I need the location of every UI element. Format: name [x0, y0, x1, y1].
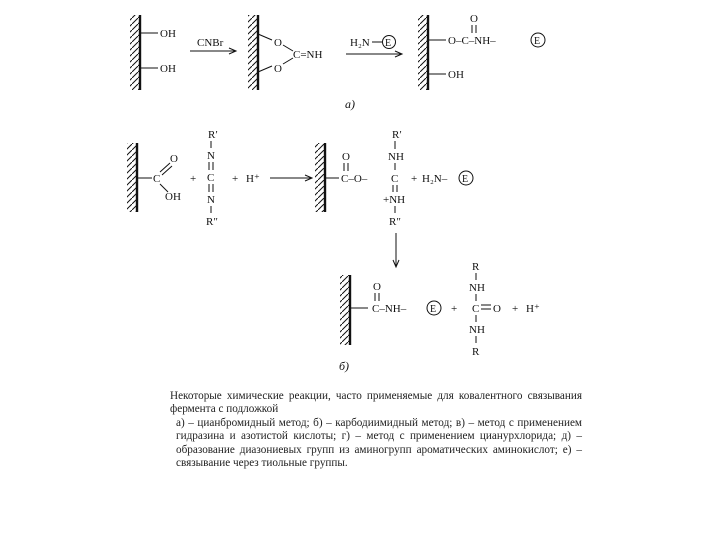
figure-caption: [170, 390, 582, 470]
scheme-b: [127, 129, 540, 373]
carbamate-chain: O–C–NH–: [448, 35, 496, 47]
reagent-amine: H₂N: [350, 37, 370, 49]
carbodiimide-r1: R′: [208, 129, 218, 141]
reaction-arrow: [346, 51, 402, 57]
hydroxyl-remaining: OH: [448, 69, 464, 81]
product-carbonyl-o: O: [373, 281, 381, 293]
carbodiimide-n-top: N: [207, 150, 215, 162]
carboxyl-hydroxyl: OH: [165, 191, 181, 203]
reaction-arrow: [270, 175, 312, 181]
proton: H⁺: [246, 173, 260, 185]
support-surface: [248, 15, 258, 90]
urea-nh-bottom: NH: [469, 324, 485, 336]
support-surface: [340, 275, 350, 345]
caption-title: Некоторые химические реакции, часто применяемые для ковалентного связывания фермента с подложкой: [170, 390, 582, 416]
carboxyl-carbon: C: [153, 173, 161, 185]
urea-r-bottom: R: [472, 346, 480, 358]
intermediate-r2: R″: [389, 216, 401, 228]
plus-sign: +: [232, 173, 239, 185]
support-surface: [315, 143, 325, 212]
imine-group: C=NH: [293, 49, 323, 61]
enzyme-label: E: [385, 38, 392, 49]
ring-oxygen-bottom: O: [274, 63, 282, 75]
plus-sign: +: [451, 303, 458, 315]
intermediate-nh-plus: +NH: [383, 194, 406, 206]
amide-chain: C–NH–: [372, 303, 407, 315]
support-surface: [418, 15, 428, 90]
intermediate-carbon: C: [391, 173, 399, 185]
reagent-cnbr: CNBr: [197, 37, 224, 49]
intermediate-nh-top: NH: [388, 151, 404, 163]
enzyme-label: E: [462, 174, 469, 185]
urea-r-top: R: [472, 261, 480, 273]
ring-oxygen-top: O: [274, 37, 282, 49]
scheme-a: [130, 13, 545, 111]
plus-sign: +: [512, 303, 519, 315]
urea-carbon: C: [472, 303, 480, 315]
enzyme-label: E: [430, 304, 437, 315]
proton-released: H⁺: [526, 303, 540, 315]
urea-nh-top: NH: [469, 282, 485, 294]
hydroxyl-bottom: OH: [160, 63, 176, 75]
plus-sign: +: [190, 173, 197, 185]
support-surface: [130, 15, 140, 90]
caption-legend: а) – цианбромидный метод; б) – карбодиимидный метод; в) – метод с применением гидразина и азотистой кислоты; г) – метод с применением цианурхлорида; д) – образование диазониевых групп из аминогрупп ароматических аминокислот; е) – связывание через тиольные группы.: [176, 416, 582, 470]
carboxyl-oxygen: O: [170, 153, 178, 165]
scheme-label-a: a): [345, 97, 355, 111]
intermediate-carbonyl-o: O: [342, 151, 350, 163]
reaction-arrow-down: [393, 233, 399, 267]
hydroxyl-top: OH: [160, 28, 176, 40]
intermediate-r1: R′: [392, 129, 402, 141]
plus-sign: +: [411, 173, 418, 185]
scheme-label-b: б): [339, 359, 350, 373]
carbodiimide-carbon: C: [207, 172, 215, 184]
carbodiimide-n-bottom: N: [207, 194, 215, 206]
carbonyl-oxygen: O: [470, 13, 478, 25]
intermediate-ester-chain: C–O–: [341, 173, 368, 185]
urea-oxygen: O: [493, 303, 501, 315]
support-surface: [127, 143, 137, 212]
enzyme-amine: H₂N–: [422, 173, 448, 185]
carbodiimide-r2: R″: [206, 216, 218, 228]
enzyme-label: E: [534, 36, 541, 47]
